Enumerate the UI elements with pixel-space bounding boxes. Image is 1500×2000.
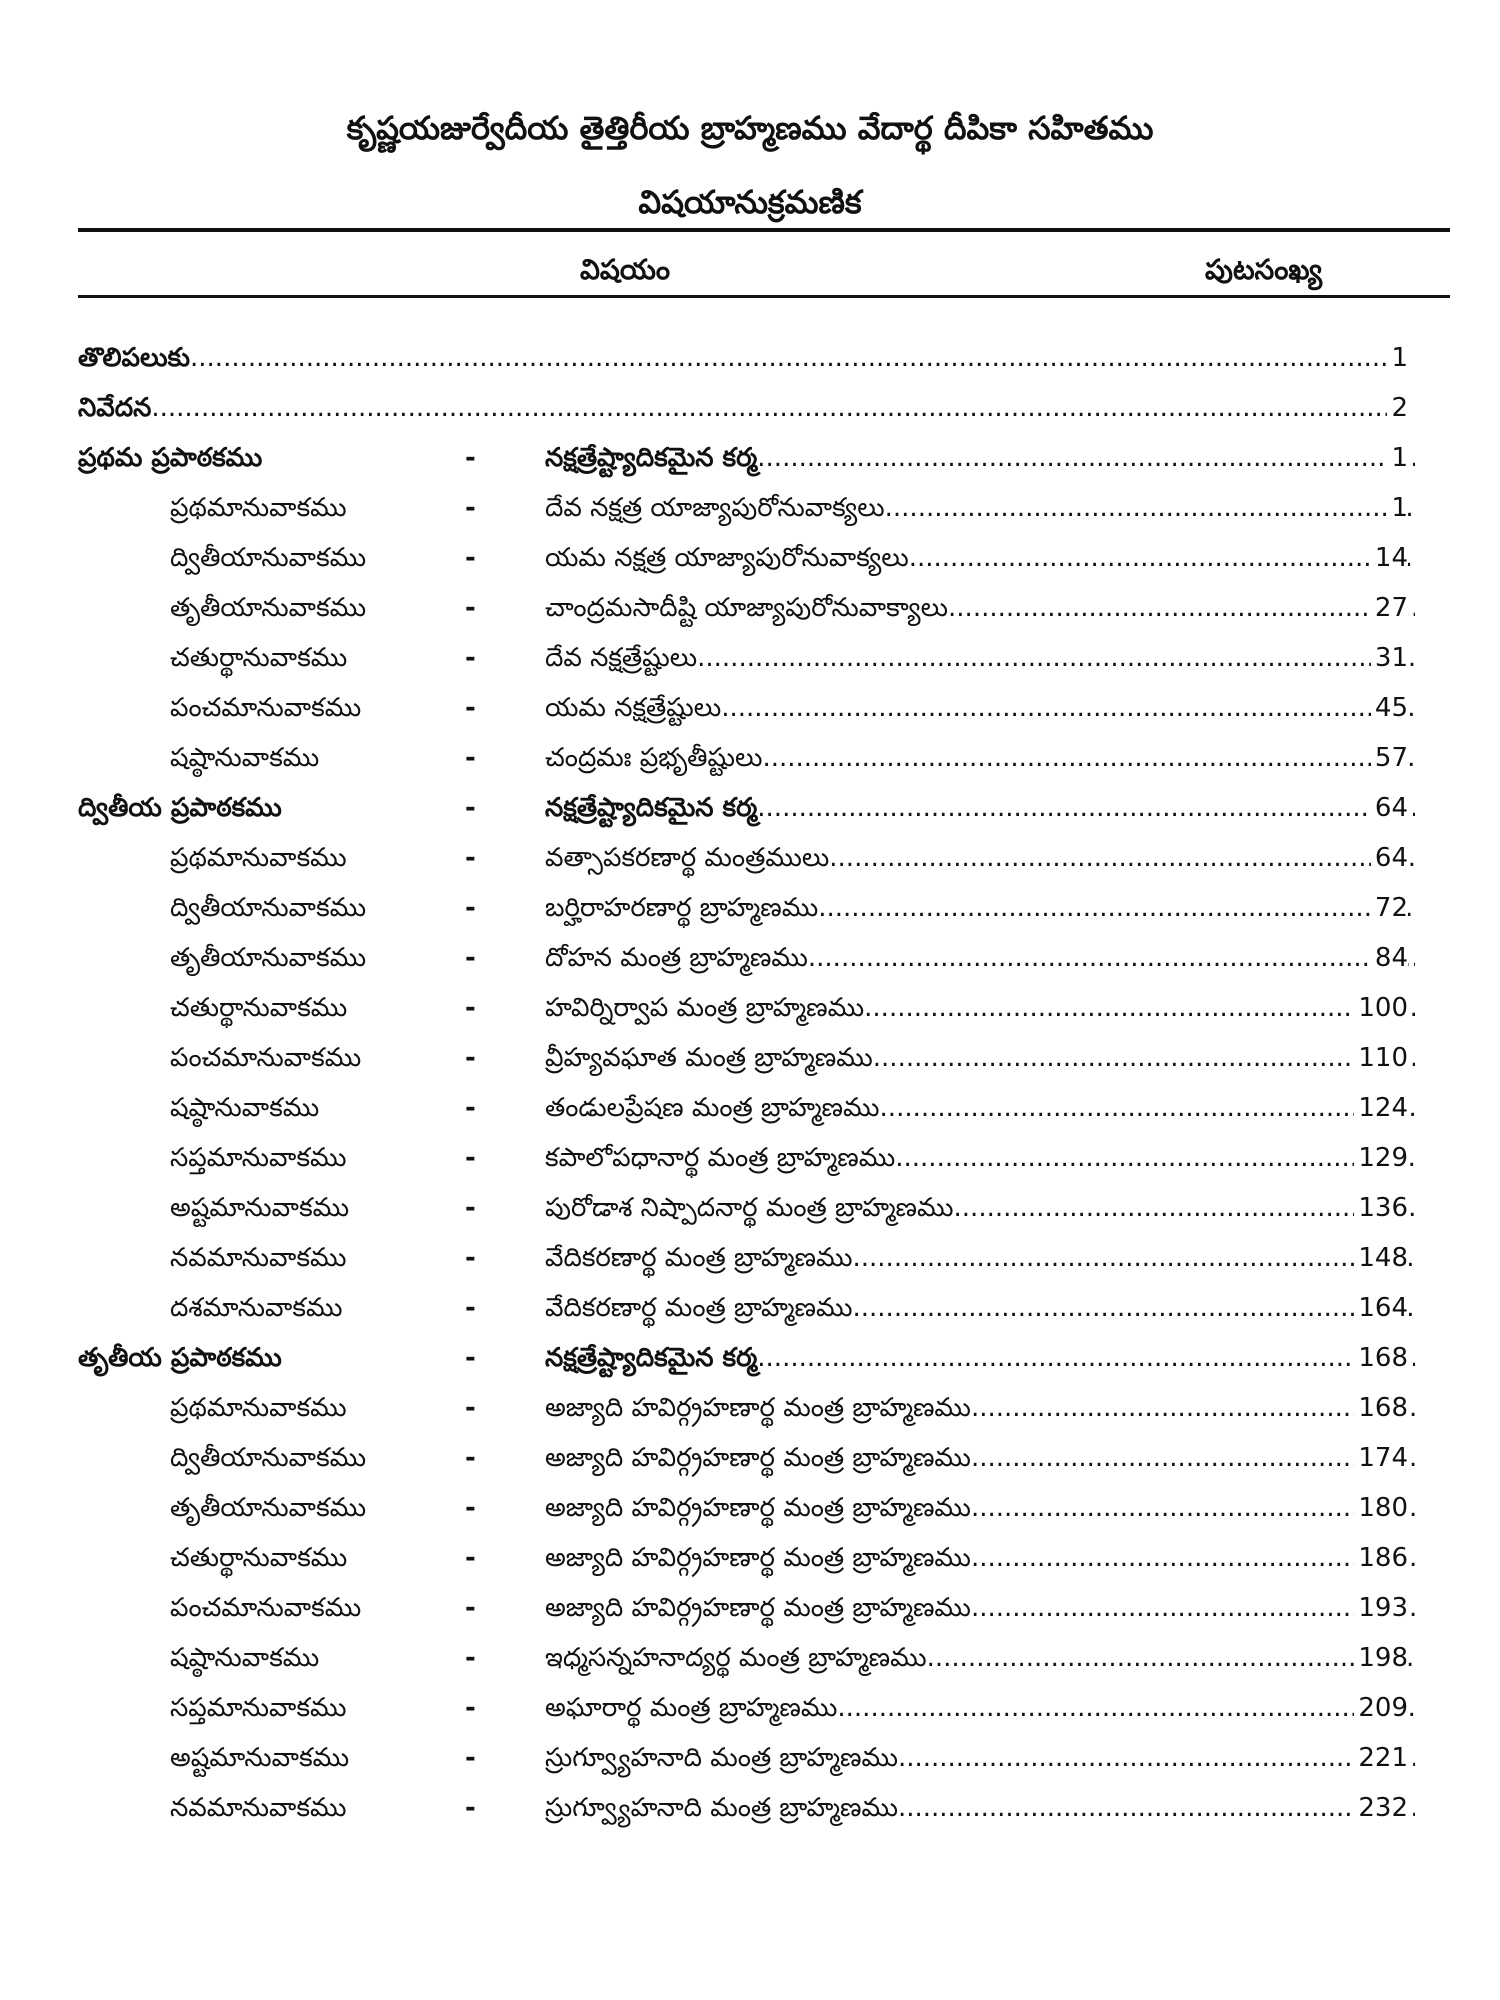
prapathaka-name: ద్వితీయ ప్రపాఠకము bbox=[78, 793, 282, 823]
anuvaka-subject: అజ్యాది హవిర్గ్రహణార్థ మంత్ర బ్రాహ్మణము ..... bbox=[545, 1538, 1415, 1578]
prapathaka-name: ప్రథమ ప్రపాఠకము bbox=[78, 443, 263, 473]
page-number: 148 bbox=[1354, 1238, 1408, 1278]
anuvaka-name: తృతీయానువాకము bbox=[170, 943, 367, 973]
toc-row bbox=[0, 588, 1500, 638]
anuvaka-name: షష్ఠానువాకము bbox=[170, 743, 320, 773]
page-number: 64 bbox=[1371, 788, 1408, 828]
front-entry-title: తొలిపలుకు ..... bbox=[78, 338, 1408, 378]
anuvaka-name: సప్తమానువాకము bbox=[170, 1143, 347, 1173]
dash-separator: - bbox=[465, 1543, 476, 1573]
toc-row bbox=[0, 1688, 1500, 1738]
anuvaka-name: సప్తమానువాకము bbox=[170, 1693, 347, 1723]
toc-row bbox=[0, 1088, 1500, 1138]
dash-separator: - bbox=[465, 543, 476, 573]
toc-row bbox=[0, 388, 1500, 438]
dash-separator: - bbox=[465, 993, 476, 1023]
anuvaka-subject: దేవ నక్షత్రేష్టులు ..... bbox=[545, 638, 1415, 678]
page-number: 124 bbox=[1354, 1088, 1408, 1128]
toc-row bbox=[0, 938, 1500, 988]
page-number: 72 bbox=[1371, 888, 1408, 928]
toc-row bbox=[0, 1188, 1500, 1238]
page-number: 129 bbox=[1354, 1138, 1408, 1178]
page-number: 232 bbox=[1354, 1788, 1408, 1828]
anuvaka-subject: స్రుగ్వ్యూహనాది మంత్ర బ్రాహ్మణము ..... bbox=[545, 1788, 1415, 1828]
toc-row bbox=[0, 338, 1500, 388]
anuvaka-subject: వ్రీహ్యవఘాత మంత్ర బ్రాహ్మణము ..... bbox=[545, 1038, 1415, 1078]
toc-row bbox=[0, 538, 1500, 588]
column-header-subject: విషయం bbox=[580, 253, 671, 286]
anuvaka-name: ప్రథమానువాకము bbox=[170, 1393, 347, 1423]
anuvaka-subject: యమ నక్షత్ర యాజ్యాపురోనువాక్యలు ..... bbox=[545, 538, 1415, 578]
anuvaka-subject: అజ్యాది హవిర్గ్రహణార్థ మంత్ర బ్రాహ్మణము ..... bbox=[545, 1588, 1415, 1628]
toc-row bbox=[0, 688, 1500, 738]
page-number: 57 bbox=[1371, 738, 1408, 778]
anuvaka-name: తృతీయానువాకము bbox=[170, 593, 367, 623]
page-number: 221 bbox=[1354, 1738, 1408, 1778]
anuvaka-name: అష్టమానువాకము bbox=[170, 1193, 350, 1223]
anuvaka-subject: స్రుగ్వ్యూహనాది మంత్ర బ్రాహ్మణము ..... bbox=[545, 1738, 1415, 1778]
dash-separator: - bbox=[465, 743, 476, 773]
page-number: 1 bbox=[1387, 338, 1408, 378]
anuvaka-name: చతుర్థానువాకము bbox=[170, 993, 348, 1023]
anuvaka-name: ప్రథమానువాకము bbox=[170, 493, 347, 523]
toc-row bbox=[0, 638, 1500, 688]
toc-heading: విషయానుక్రమణిక bbox=[638, 183, 862, 221]
dash-separator: - bbox=[465, 1293, 476, 1323]
page-number: 164 bbox=[1354, 1288, 1408, 1328]
anuvaka-name: షష్ఠానువాకము bbox=[170, 1093, 320, 1123]
anuvaka-subject: దేవ నక్షత్ర యాజ్యాపురోనువాక్యలు ..... bbox=[545, 488, 1415, 528]
anuvaka-subject: అజ్యాది హవిర్గ్రహణార్థ మంత్ర బ్రాహ్మణము ..... bbox=[545, 1388, 1415, 1428]
dash-separator: - bbox=[465, 1093, 476, 1123]
anuvaka-name: దశమానువాకము bbox=[170, 1293, 343, 1323]
anuvaka-name: చతుర్థానువాకము bbox=[170, 643, 348, 673]
toc-row bbox=[0, 1638, 1500, 1688]
prapathaka-name: తృతీయ ప్రపాఠకము bbox=[78, 1343, 282, 1373]
dash-separator: - bbox=[465, 943, 476, 973]
dash-separator: - bbox=[465, 693, 476, 723]
anuvaka-name: ద్వితీయానువాకము bbox=[170, 543, 367, 573]
toc-row bbox=[0, 1038, 1500, 1088]
toc-row bbox=[0, 1438, 1500, 1488]
anuvaka-subject: చాంద్రమసాదీష్టి యాజ్యాపురోనువాక్యాలు ..... bbox=[545, 588, 1415, 628]
anuvaka-name: పంచమానువాకము bbox=[170, 1043, 362, 1073]
dash-separator: - bbox=[465, 1693, 476, 1723]
anuvaka-name: చతుర్థానువాకము bbox=[170, 1543, 348, 1573]
section-subject: నక్షత్రేష్ట్యాదికమైన కర్మ ..... bbox=[545, 438, 1415, 478]
section-subject: నక్షత్రేష్ట్యాదికమైన కర్మ ..... bbox=[545, 1338, 1415, 1378]
dash-separator: - bbox=[465, 793, 476, 823]
anuvaka-subject: పురోడాశ నిష్పాదనార్థ మంత్ర బ్రాహ్మణము ..... bbox=[545, 1188, 1415, 1228]
anuvaka-name: నవమానువాకము bbox=[170, 1243, 347, 1273]
anuvaka-subject: వేదికరణార్థ మంత్ర బ్రాహ్మణము ..... bbox=[545, 1238, 1415, 1278]
anuvaka-name: పంచమానువాకము bbox=[170, 1593, 362, 1623]
anuvaka-subject: అఘారార్థ మంత్ర బ్రాహ్మణము ..... bbox=[545, 1688, 1415, 1728]
page-number: 168 bbox=[1354, 1388, 1408, 1428]
anuvaka-subject: ఇధ్మసన్నహనాద్యర్థ మంత్ర బ్రాహ్మణము ..... bbox=[545, 1638, 1415, 1678]
toc-row bbox=[0, 1138, 1500, 1188]
dash-separator: - bbox=[465, 893, 476, 923]
page-number: 1 bbox=[1387, 488, 1408, 528]
anuvaka-name: ప్రథమానువాకము bbox=[170, 843, 347, 873]
page-number: 45 bbox=[1371, 688, 1408, 728]
toc-row bbox=[0, 1588, 1500, 1638]
dash-separator: - bbox=[465, 1643, 476, 1673]
anuvaka-name: షష్ఠానువాకము bbox=[170, 1643, 320, 1673]
anuvaka-subject: కపాలోపధానార్థ మంత్ర బ్రాహ్మణము ..... bbox=[545, 1138, 1415, 1178]
toc-row bbox=[0, 888, 1500, 938]
anuvaka-name: అష్టమానువాకము bbox=[170, 1743, 350, 1773]
dash-separator: - bbox=[465, 1743, 476, 1773]
toc-row bbox=[0, 788, 1500, 838]
dash-separator: - bbox=[465, 1043, 476, 1073]
dash-separator: - bbox=[465, 593, 476, 623]
anuvaka-name: తృతీయానువాకము bbox=[170, 1493, 367, 1523]
dash-separator: - bbox=[465, 1243, 476, 1273]
page-number: 14 bbox=[1371, 538, 1408, 578]
toc-row bbox=[0, 1338, 1500, 1388]
column-header-page: పుటసంఖ్య bbox=[1205, 253, 1323, 286]
anuvaka-subject: తండులప్రేషణ మంత్ర బ్రాహ్మణము ..... bbox=[545, 1088, 1415, 1128]
toc-row bbox=[0, 738, 1500, 788]
toc-row bbox=[0, 1738, 1500, 1788]
dash-separator: - bbox=[465, 1593, 476, 1623]
anuvaka-subject: అజ్యాది హవిర్గ్రహణార్థ మంత్ర బ్రాహ్మణము ..... bbox=[545, 1488, 1415, 1528]
toc-row bbox=[0, 838, 1500, 888]
page-number: 1 bbox=[1387, 438, 1408, 478]
dash-separator: - bbox=[465, 493, 476, 523]
anuvaka-subject: దోహన మంత్ర బ్రాహ్మణము ..... bbox=[545, 938, 1415, 978]
page-number: 136 bbox=[1354, 1188, 1408, 1228]
dash-separator: - bbox=[465, 443, 476, 473]
toc-row bbox=[0, 988, 1500, 1038]
page-number: 100 bbox=[1354, 988, 1408, 1028]
toc-row bbox=[0, 1788, 1500, 1838]
page-number: 110 bbox=[1354, 1038, 1408, 1078]
toc-row bbox=[0, 1288, 1500, 1338]
front-entry-title: నివేదన ..... bbox=[78, 388, 1408, 428]
top-divider bbox=[78, 228, 1450, 232]
dash-separator: - bbox=[465, 1393, 476, 1423]
anuvaka-subject: యమ నక్షత్రేష్టులు ..... bbox=[545, 688, 1415, 728]
toc-row bbox=[0, 1488, 1500, 1538]
page-number: 209 bbox=[1354, 1688, 1408, 1728]
anuvaka-subject: చంద్రమః ప్రభృతీష్టులు ..... bbox=[545, 738, 1415, 778]
header-divider bbox=[78, 295, 1450, 298]
dash-separator: - bbox=[465, 1443, 476, 1473]
dash-separator: - bbox=[465, 1143, 476, 1173]
page-number: 168 bbox=[1354, 1338, 1408, 1378]
dash-separator: - bbox=[465, 1193, 476, 1223]
dash-separator: - bbox=[465, 1343, 476, 1373]
toc-row bbox=[0, 1238, 1500, 1288]
toc-row bbox=[0, 1538, 1500, 1588]
anuvaka-subject: వేదికరణార్థ మంత్ర బ్రాహ్మణము ..... bbox=[545, 1288, 1415, 1328]
page-number: 2 bbox=[1387, 388, 1408, 428]
section-subject: నక్షత్రేష్ట్యాదికమైన కర్మ ..... bbox=[545, 788, 1415, 828]
anuvaka-name: నవమానువాకము bbox=[170, 1793, 347, 1823]
dash-separator: - bbox=[465, 843, 476, 873]
page-number: 186 bbox=[1354, 1538, 1408, 1578]
book-title: కృష్ణయజుర్వేదీయ తైత్తిరీయ బ్రాహ్మణము వేదార్థ దీపికా సహితము bbox=[346, 109, 1154, 147]
page-number: 84 bbox=[1371, 938, 1408, 978]
toc-row bbox=[0, 1388, 1500, 1438]
anuvaka-subject: వత్సాపకరణార్థ మంత్రములు ..... bbox=[545, 838, 1415, 878]
toc-row bbox=[0, 488, 1500, 538]
toc-row bbox=[0, 438, 1500, 488]
anuvaka-subject: హవిర్నిర్వాప మంత్ర బ్రాహ్మణము ..... bbox=[545, 988, 1415, 1028]
dash-separator: - bbox=[465, 643, 476, 673]
dash-separator: - bbox=[465, 1793, 476, 1823]
page-number: 64 bbox=[1371, 838, 1408, 878]
anuvaka-name: ద్వితీయానువాకము bbox=[170, 1443, 367, 1473]
page-number: 198 bbox=[1354, 1638, 1408, 1678]
page-number: 193 bbox=[1354, 1588, 1408, 1628]
page-number: 31 bbox=[1371, 638, 1408, 678]
anuvaka-name: ద్వితీయానువాకము bbox=[170, 893, 367, 923]
page-number: 174 bbox=[1354, 1438, 1408, 1478]
page-number: 180 bbox=[1354, 1488, 1408, 1528]
anuvaka-subject: అజ్యాది హవిర్గ్రహణార్థ మంత్ర బ్రాహ్మణము ..... bbox=[545, 1438, 1415, 1478]
anuvaka-name: పంచమానువాకము bbox=[170, 693, 362, 723]
anuvaka-subject: బర్హిరాహరణార్థ బ్రాహ్మణము ..... bbox=[545, 888, 1415, 928]
dash-separator: - bbox=[465, 1493, 476, 1523]
page-number: 27 bbox=[1371, 588, 1408, 628]
